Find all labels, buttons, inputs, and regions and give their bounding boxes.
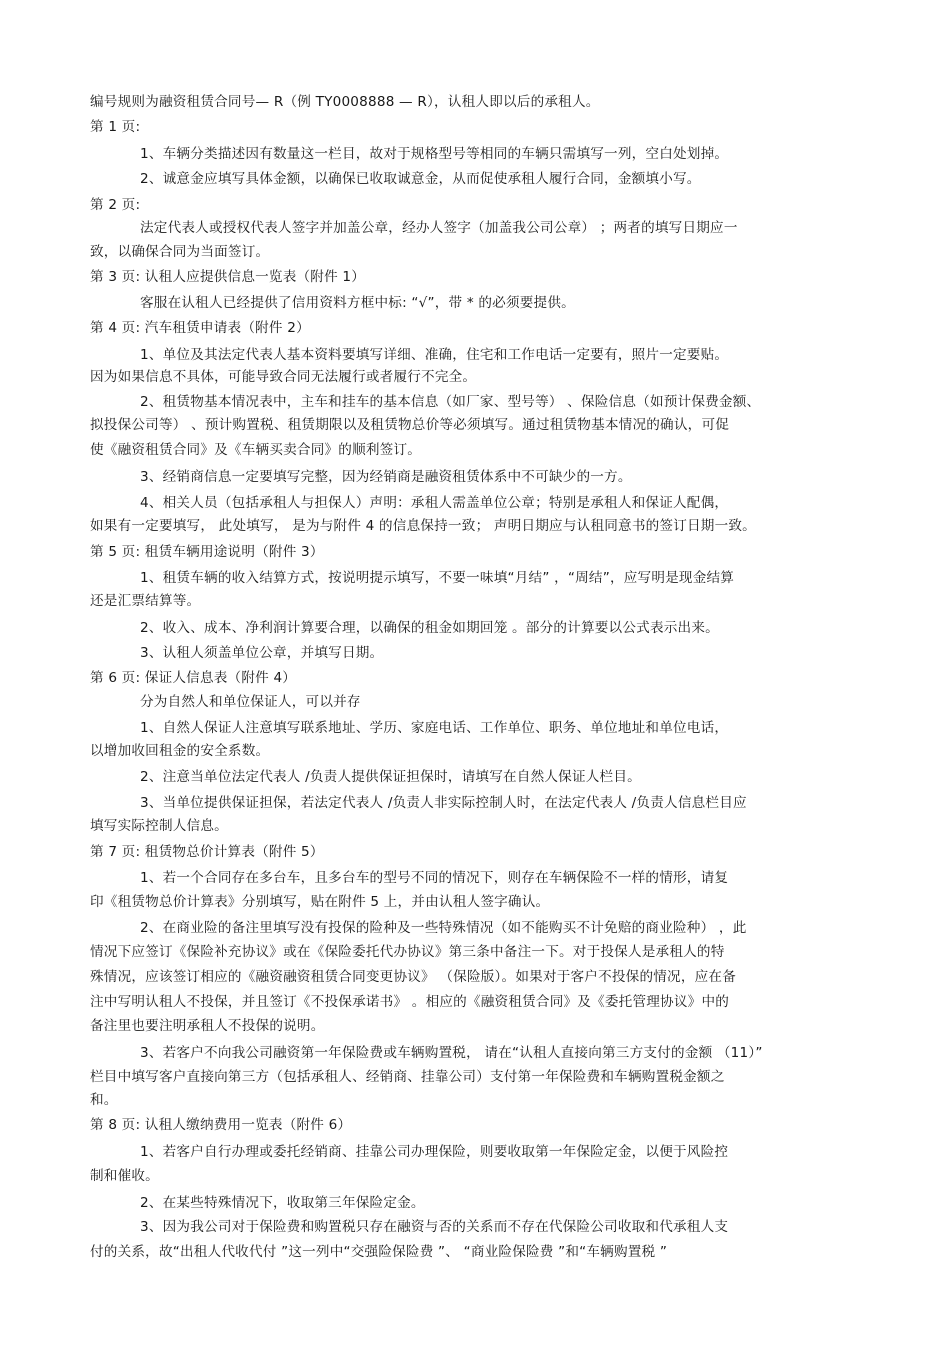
text-line: 4、相关人员（包括承租人与担保人）声明：承租人需盖单位公章；特别是承租人和保证人配偶， xyxy=(140,495,729,511)
text-line: 2、在商业险的备注里填写没有投保的险种及一些特殊情况（如不能购买不计免赔的商业险种） ，此 xyxy=(140,920,747,936)
text-line: 栏目中填写客户直接向第三方（包括承租人、经销商、挂靠公司）支付第一年保险费和车辆购置税金额之 xyxy=(90,1069,725,1085)
text-line: 拟投保公司等） 、预计购置税、租赁期限以及租赁物总价等必须填写。通过租赁物基本情况的确认，可促 xyxy=(90,417,730,433)
text-line: 客服在认租人已经提供了信用资料方框中标: “√”，带 * 的必须要提供。 xyxy=(140,295,575,311)
text-line: 以增加收回租金的安全系数。 xyxy=(90,743,270,759)
text-line: 第 3 页: 认租人应提供信息一览表（附件 1） xyxy=(90,269,366,285)
text-line: 2、收入、成本、净利润计算要合理，以确保的租金如期回笼 。部分的计算要以公式表示出来。 xyxy=(140,620,719,636)
text-line: 2、租赁物基本情况表中，主车和挂车的基本信息（如厂家、型号等） 、保险信息（如预计保费金额、 xyxy=(140,394,761,410)
text-line: 1、若客户自行办理或委托经销商、挂靠公司办理保险，则要收取第一年保险定金，以便于风险控 xyxy=(140,1144,729,1160)
text-line: 使《融资租赁合同》及《车辆买卖合同》的顺利签订。 xyxy=(90,442,422,458)
text-line: 第 5 页: 租赁车辆用途说明（附件 3） xyxy=(90,544,324,560)
text-line: 制和催收。 xyxy=(90,1168,159,1184)
text-line: 3、因为我公司对于保险费和购置税只存在融资与否的关系而不存在代保险公司收取和代承租人支 xyxy=(140,1219,729,1235)
text-line: 法定代表人或授权代表人签字并加盖公章，经办人签字（加盖我公司公章） ；两者的填写日期应一 xyxy=(140,220,738,236)
text-line: 情况下应签订《保险补充协议》或在《保险委托代办协议》第三条中备注一下。对于投保人是承租人的特 xyxy=(90,944,725,960)
text-line: 备注里也要注明承租人不投保的说明。 xyxy=(90,1018,325,1034)
text-line: 第 7 页: 租赁物总价计算表（附件 5） xyxy=(90,844,324,860)
text-line: 1、车辆分类描述因有数量这一栏目，故对于规格型号等相同的车辆只需填写一列，空白处划掉。 xyxy=(140,146,729,162)
text-line: 分为自然人和单位保证人，可以并存 xyxy=(140,694,361,710)
text-line: 1、自然人保证人注意填写联系地址、学历、家庭电话、工作单位、职务、单位地址和单位电话， xyxy=(140,720,729,736)
text-line: 和。 xyxy=(90,1092,118,1108)
text-line: 第 4 页: 汽车租赁申请表（附件 2） xyxy=(90,320,310,336)
text-line: 第 6 页: 保证人信息表（附件 4） xyxy=(90,670,297,686)
text-line: 付的关系，故“出租人代收代付 ”这一列中“交强险保险费 ”、 “商业险保险费 ”和“车辆购置税 ” xyxy=(90,1244,668,1260)
text-line: 注中写明认租人不投保，并且签订《不投保承诺书》 。相应的《融资租赁合同》及《委托管理协议》中的 xyxy=(90,994,730,1010)
text-line: 2、在某些特殊情况下，收取第三年保险定金。 xyxy=(140,1195,425,1211)
text-line: 填写实际控制人信息。 xyxy=(90,818,228,834)
text-line: 1、单位及其法定代表人基本资料要填写详细、准确，住宅和工作电话一定要有，照片一定要贴。 xyxy=(140,347,729,363)
text-line: 殊情况，应该签订相应的《融资融资租赁合同变更协议》 （保险版）。如果对于客户不投保的情况，应在备 xyxy=(90,969,737,985)
text-line: 编号规则为融资租赁合同号— R（例 TY0008888 — R），认租人即以后的承租人。 xyxy=(90,94,600,110)
text-line: 致，以确保合同为当面签订。 xyxy=(90,244,270,260)
text-line: 还是汇票结算等。 xyxy=(90,593,201,609)
text-line: 3、当单位提供保证担保，若法定代表人 /负责人非实际控制人时，在法定代表人 /负责人信息栏目应 xyxy=(140,795,747,811)
text-line: 因为如果信息不具体，可能导致合同无法履行或者履行不完全。 xyxy=(90,369,477,385)
text-line: 2、注意当单位法定代表人 /负责人提供保证担保时，请填写在自然人保证人栏目。 xyxy=(140,769,641,785)
text-line: 1、租赁车辆的收入结算方式，按说明提示填写，不要一味填“月结” ，“周结”，应写明是现金结算 xyxy=(140,570,735,586)
text-line: 如果有一定要填写， 此处填写， 是为与附件 4 的信息保持一致； 声明日期应与认租同意书的签订日期一致。 xyxy=(90,518,756,534)
text-line: 1、若一个合同存在多台车，且多台车的型号不同的情况下，则存在车辆保险不一样的情形，请复 xyxy=(140,870,729,886)
text-line: 第 8 页: 认租人缴纳费用一览表（附件 6） xyxy=(90,1117,352,1133)
text-line: 3、经销商信息一定要填写完整，因为经销商是融资租赁体系中不可缺少的一方。 xyxy=(140,469,632,485)
text-line: 印《租赁物总价计算表》分别填写，贴在附件 5 上，并由认租人签字确认。 xyxy=(90,894,550,910)
text-line: 2、诚意金应填写具体金额，以确保已收取诚意金，从而促使承租人履行合同，金额填小写。 xyxy=(140,171,701,187)
text-line: 第 2 页: xyxy=(90,197,141,213)
text-line: 第 1 页: xyxy=(90,119,141,135)
text-line: 3、若客户不向我公司融资第一年保险费或车辆购置税， 请在“认租人直接向第三方支付的金额 （11）” xyxy=(140,1045,763,1061)
text-line: 3、认租人须盖单位公章，并填写日期。 xyxy=(140,645,384,661)
